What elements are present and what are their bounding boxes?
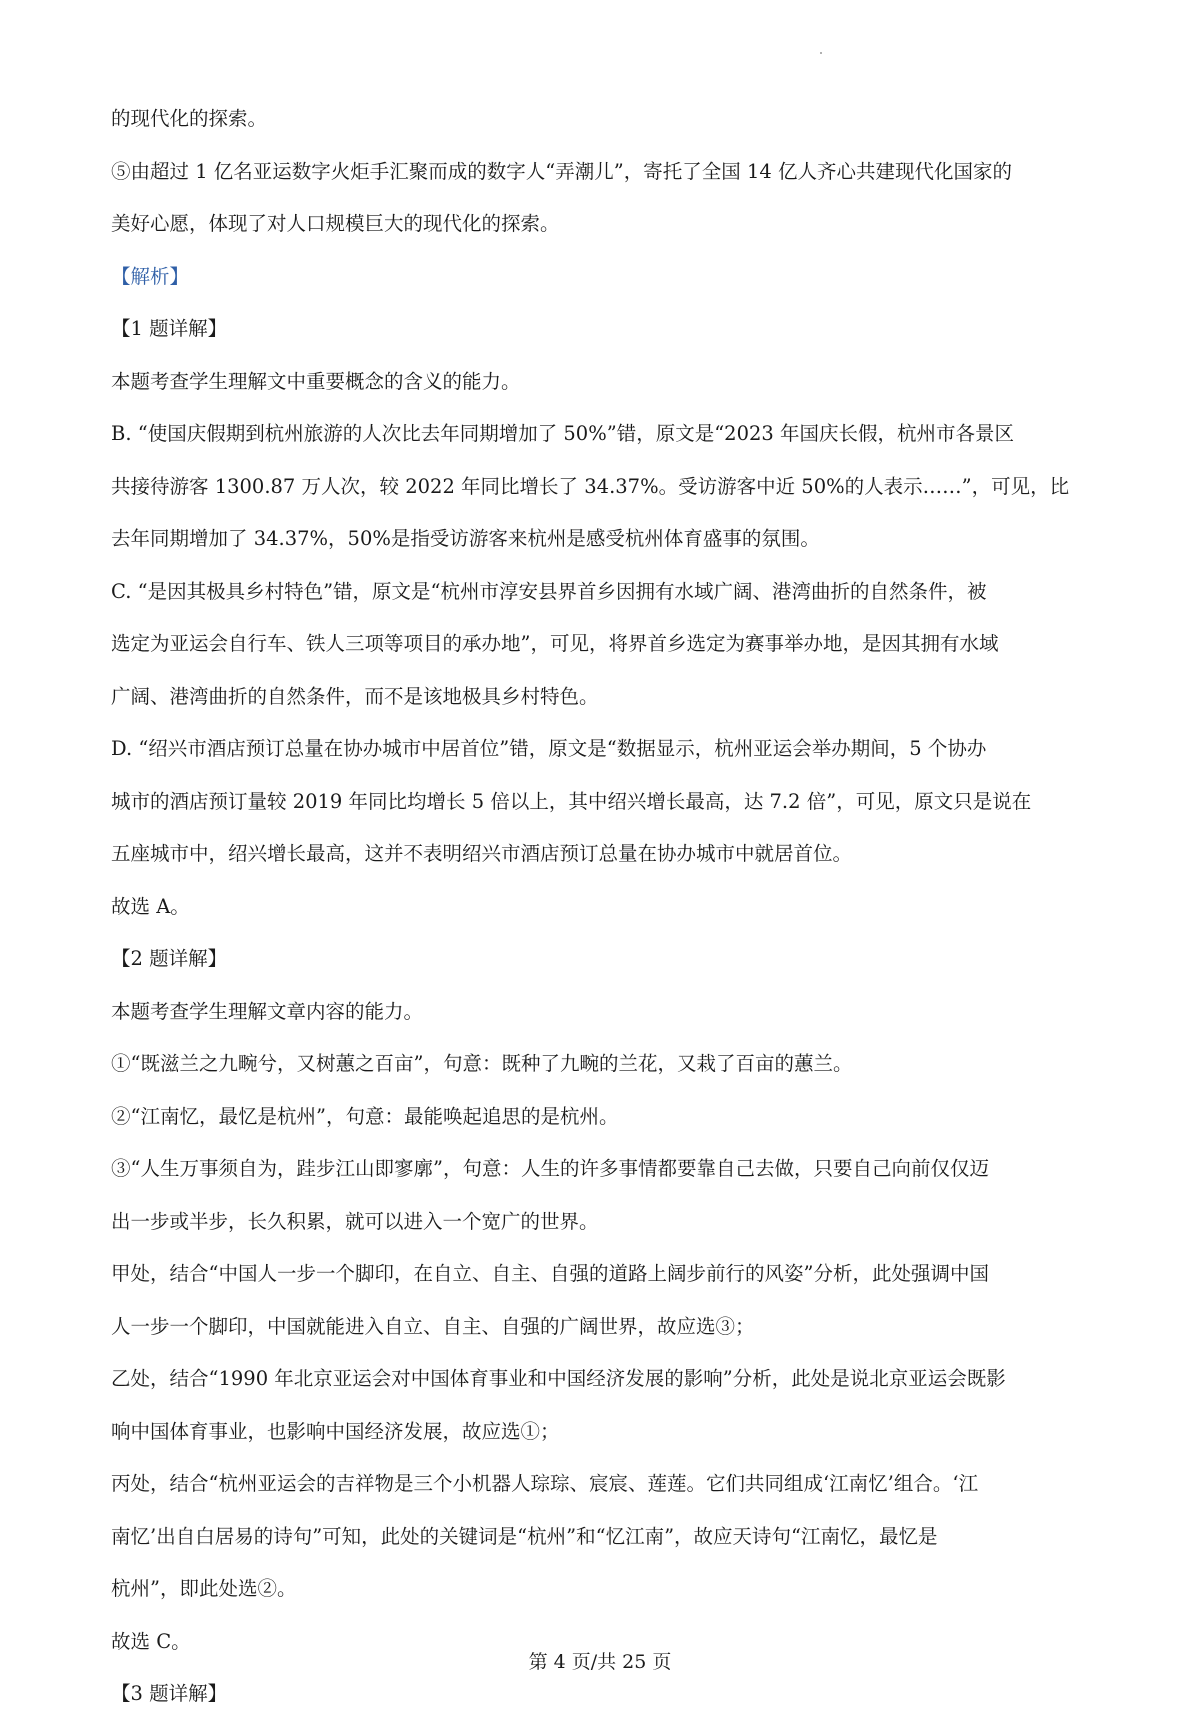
section-heading-q2: 【2 题详解】 <box>111 947 228 970</box>
text-line: 共接待游客 1300.87 万人次，较 2022 年同比增长了 34.37%。受访游客中近 50%的人表示……”，可见，比 <box>111 474 1070 498</box>
text-line: ②“江南忆，最忆是杭州”，句意：最能唤起追思的是杭州。 <box>111 1104 619 1128</box>
text-line: ①“既滋兰之九畹兮，又树蕙之百亩”，句意：既种了九畹的兰花，又栽了百亩的蕙兰。 <box>111 1052 853 1075</box>
text-line: 本题考查学生理解文中重要概念的含义的能力。 <box>111 369 521 393</box>
text-line: 响中国体育事业，也影响中国经济发展，故应选①； <box>111 1419 560 1443</box>
section-heading-q3: 【3 题详解】 <box>111 1682 228 1705</box>
text-line: 甲处，结合“中国人一步一个脚印，在自立、自主、自强的道路上阔步前行的风姿”分析，此处强调中国 <box>111 1262 989 1285</box>
text-line: 的现代化的探索。 <box>111 107 268 130</box>
text-line: 丙处，结合“杭州亚运会的吉祥物是三个小机器人琮琮、宸宸、莲莲。它们共同组成‘江南忆’组合。‘江 <box>111 1472 979 1495</box>
text-line: C. “是因其极具乡村特色”错，原文是“杭州市淳安县界首乡因拥有水域广阔、港湾曲折的自然条件，被 <box>111 579 987 603</box>
page-body <box>111 93 1096 1721</box>
text-line: 美好心愿，体现了对人口规模巨大的现代化的探索。 <box>111 212 560 235</box>
text-line: 本题考查学生理解文章内容的能力。 <box>111 999 424 1023</box>
answer-line-q1: 故选 A。 <box>111 894 190 918</box>
text-line: 广阔、港湾曲折的自然条件，而不是该地极具乡村特色。 <box>111 684 599 708</box>
text-line: ③“人生万事须自为，跬步江山即寥廓”，句意：人生的许多事情都要靠自己去做，只要自己向前仅仅迈 <box>111 1157 989 1180</box>
text-line: 五座城市中，绍兴增长最高，这并不表明绍兴市酒店预订总量在协办城市中就居首位。 <box>111 842 853 865</box>
text-line: B. “使国庆假期到杭州旅游的人次比去年同期增加了 50%”错，原文是“2023 年国庆长假，杭州市各景区 <box>111 422 1014 445</box>
text-line: 南忆’出自白居易的诗句”可知，此处的关键词是“杭州”和“忆江南”，故应天诗句“江南忆，最忆是 <box>111 1524 938 1548</box>
section-heading-q1: 【1 题详解】 <box>111 317 228 340</box>
answer-line-q2: 故选 C。 <box>111 1629 191 1653</box>
analysis-heading: 【解析】 <box>111 264 190 288</box>
text-line: 人一步一个脚印，中国就能进入自立、自主、自强的广阔世界，故应选③； <box>111 1314 755 1338</box>
text-line: 选定为亚运会自行车、铁人三项等项目的承办地”，可见，将界首乡选定为赛事举办地，是因其拥有水域 <box>111 632 999 655</box>
text-line: ⑤由超过 1 亿名亚运数字火炬手汇聚而成的数字人“弄潮儿”，寄托了全国 14 亿人齐心共建现代化国家的 <box>111 159 1012 183</box>
text-line: D. “绍兴市酒店预订总量在协办城市中居首位”错，原文是“数据显示，杭州亚运会举办期间，5 个协办 <box>111 737 987 760</box>
text-line: 出一步或半步，长久积累，就可以进入一个宽广的世界。 <box>111 1209 599 1233</box>
scan-speck <box>820 52 822 54</box>
text-line: 城市的酒店预订量较 2019 年同比均增长 5 倍以上，其中绍兴增长最高，达 7.2 倍”，可见，原文只是说在 <box>111 789 1032 813</box>
page-number-footer: 第 4 页/共 25 页 <box>528 1651 672 1673</box>
text-line: 杭州”，即此处选②。 <box>111 1577 297 1600</box>
text-line: 乙处，结合“1990 年北京亚运会对中国体育事业和中国经济发展的影响”分析，此处是说北京亚运会既影 <box>111 1367 1006 1390</box>
text-line: 去年同期增加了 34.37%，50%是指受访游客来杭州是感受杭州体育盛事的氛围。 <box>111 527 820 550</box>
